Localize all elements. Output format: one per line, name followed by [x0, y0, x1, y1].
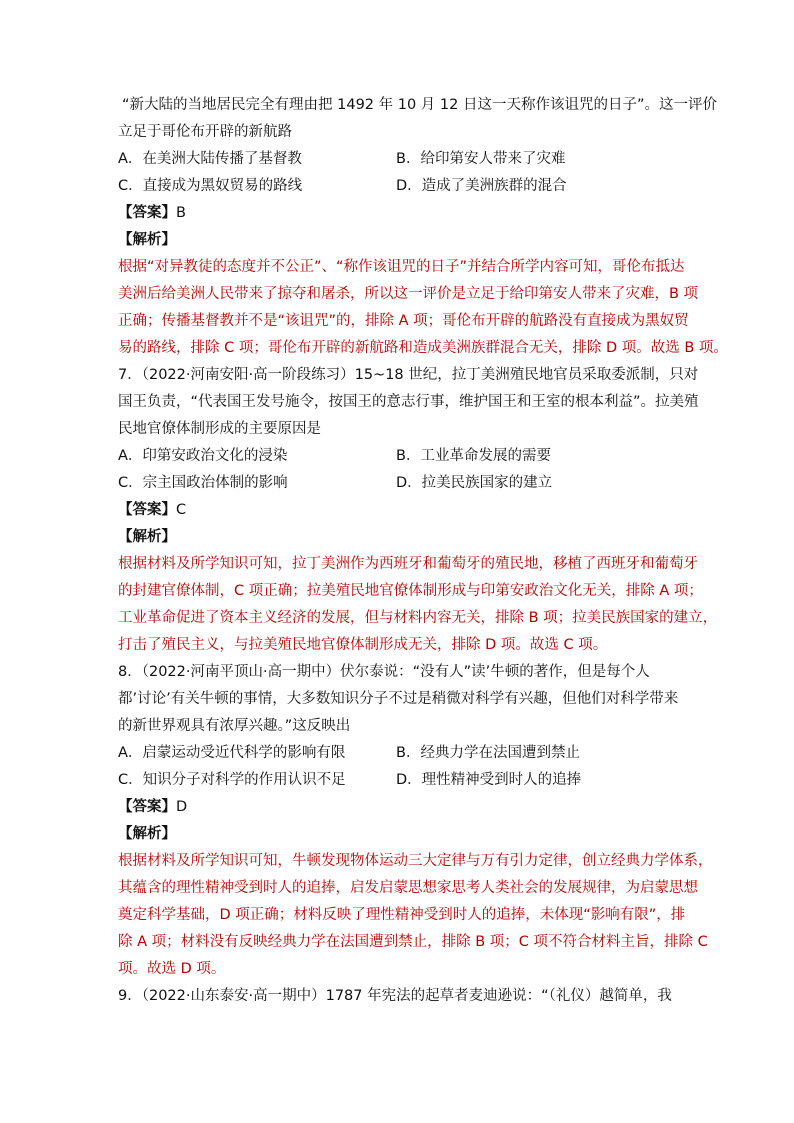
q8-analysis-line: 除 A 项；材料没有反映经典力学在法国遭到禁止，排除 B 项；C 项不符合材料主旨，排除 C — [118, 934, 708, 950]
q6-options-row-2 — [118, 173, 690, 200]
q6-stem-line-1: “新大陆的当地居民完全有理由把 1492 年 10 月 12 日这一天称作该诅咒的日子”。这一评价 — [122, 97, 717, 113]
q8-analysis-line: 项。故选 D 项。 — [118, 961, 226, 977]
q7-options-row-1 — [118, 443, 690, 470]
q8-option-c: C．知识分子对科学的作用认识不足 — [118, 772, 346, 788]
q7-stem-line-3: 民地官僚体制形成的主要原因是 — [118, 421, 321, 437]
q7-answer — [118, 497, 690, 524]
q6-stem-line-2: 立足于哥伦布开辟的新航路 — [118, 124, 292, 140]
q6-analysis-line: 正确；传播基督教并不是“该诅咒”的，排除 A 项；哥伦布开辟的航路没有直接成为黑奴贸 — [118, 313, 689, 329]
q8-answer-label: 【答案】 — [118, 799, 176, 815]
q6-analysis-label: 【解析】 — [118, 232, 176, 248]
q7-option-c: C．宗主国政治体制的影响 — [118, 475, 288, 491]
q7-answer-value: C — [176, 502, 187, 518]
q8-option-d: D．理性精神受到时人的追捧 — [396, 772, 582, 788]
q7-option-a: A．印第安政治文化的浸染 — [118, 448, 288, 464]
q8-stem-line-2: 都’讨论’有关牛顿的事情，大多数知识分子不过是稍微对科学有兴趣，但他们对科学带来 — [118, 691, 679, 707]
q8-answer — [118, 794, 690, 821]
q6-answer-value: B — [176, 205, 186, 221]
q8-options-row-1 — [118, 740, 690, 767]
q7-analysis-label: 【解析】 — [118, 529, 176, 545]
q8-analysis-line: 其蕴含的理性精神受到时人的追捧，启发启蒙思想家思考人类社会的发展规律，为启蒙思想 — [118, 880, 698, 896]
q6-option-a: A．在美洲大陆传播了基督教 — [118, 151, 302, 167]
q6-analysis-line: 易的路线，排除 C 项；哥伦布开辟的新航路和造成美洲族群混合无关，排除 D 项。故选 B 项。 — [118, 340, 728, 356]
q8-analysis-label: 【解析】 — [118, 826, 176, 842]
q7-answer-label: 【答案】 — [118, 502, 176, 518]
q7-analysis-line: 根据材料及所学知识可知，拉丁美洲作为西班牙和葡萄牙的殖民地，移植了西班牙和葡萄牙 — [118, 556, 698, 572]
q7-option-b: B．工业革命发展的需要 — [396, 448, 551, 464]
q9-stem-line-1: 9．（2022·山东泰安·高一期中）1787 年宪法的起草者麦迪逊说：“（礼仪）越简单，我 — [118, 988, 672, 1004]
q6-option-b: B．给印第安人带来了灾难 — [396, 151, 566, 167]
q6-option-d: D．造成了美洲族群的混合 — [396, 178, 567, 194]
q8-option-a: A．启蒙运动受近代科学的影响有限 — [118, 745, 346, 761]
q8-option-b: B．经典力学在法国遭到禁止 — [396, 745, 580, 761]
q6-answer-label: 【答案】 — [118, 205, 176, 221]
q7-stem-line-2: 国王负责，“代表国王发号施令，按国王的意志行事，维护国王和王室的根本利益”。拉美殖 — [118, 394, 699, 410]
q7-analysis-line: 打击了殖民主义，与拉美殖民地官僚体制形成无关，排除 D 项。故选 C 项。 — [118, 637, 608, 653]
q7-options-row-2 — [118, 470, 690, 497]
q7-option-d: D．拉美民族国家的建立 — [396, 475, 553, 491]
q6-options-row-1 — [118, 146, 690, 173]
q8-stem-line-3: 的新世界观具有浓厚兴趣。”这反映出 — [118, 718, 351, 734]
q6-analysis-line: 根据“对异教徒的态度并不公正”、“称作该诅咒的日子”并结合所学内容可知，哥伦布抵达 — [118, 259, 685, 275]
q7-analysis-line: 工业革命促进了资本主义经济的发展，但与材料内容无关，排除 B 项；拉美民族国家的建立， — [118, 610, 718, 626]
q6-answer — [118, 200, 690, 227]
q6-option-c: C．直接成为黑奴贸易的路线 — [118, 178, 303, 194]
q8-stem-line-1: 8．（2022·河南平顶山·高一期中）伏尔泰说：“没有人”读’牛顿的著作，但是每个人 — [118, 664, 650, 680]
q8-analysis-line: 根据材料及所学知识可知，牛顿发现物体运动三大定律与万有引力定律，创立经典力学体系， — [118, 853, 713, 869]
q7-stem-line-1: 7．（2022·河南安阳·高一阶段练习）15~18 世纪，拉丁美洲殖民地官员采取委派制，只对 — [118, 367, 699, 383]
q8-answer-value: D — [176, 799, 188, 815]
q6-analysis-line: 美洲后给美洲人民带来了掠夺和屠杀，所以这一评价是立足于给印第安人带来了灾难，B 项 — [118, 286, 699, 302]
q8-options-row-2 — [118, 767, 690, 794]
page-content — [118, 92, 728, 1010]
q7-analysis-line: 的封建官僚体制，C 项正确；拉美殖民地官僚体制形成与印第安政治文化无关，排除 A 项； — [118, 583, 703, 599]
q8-analysis-line: 奠定科学基础，D 项正确；材料反映了理性精神受到时人的追捧，未体现“影响有限”，排 — [118, 907, 686, 923]
